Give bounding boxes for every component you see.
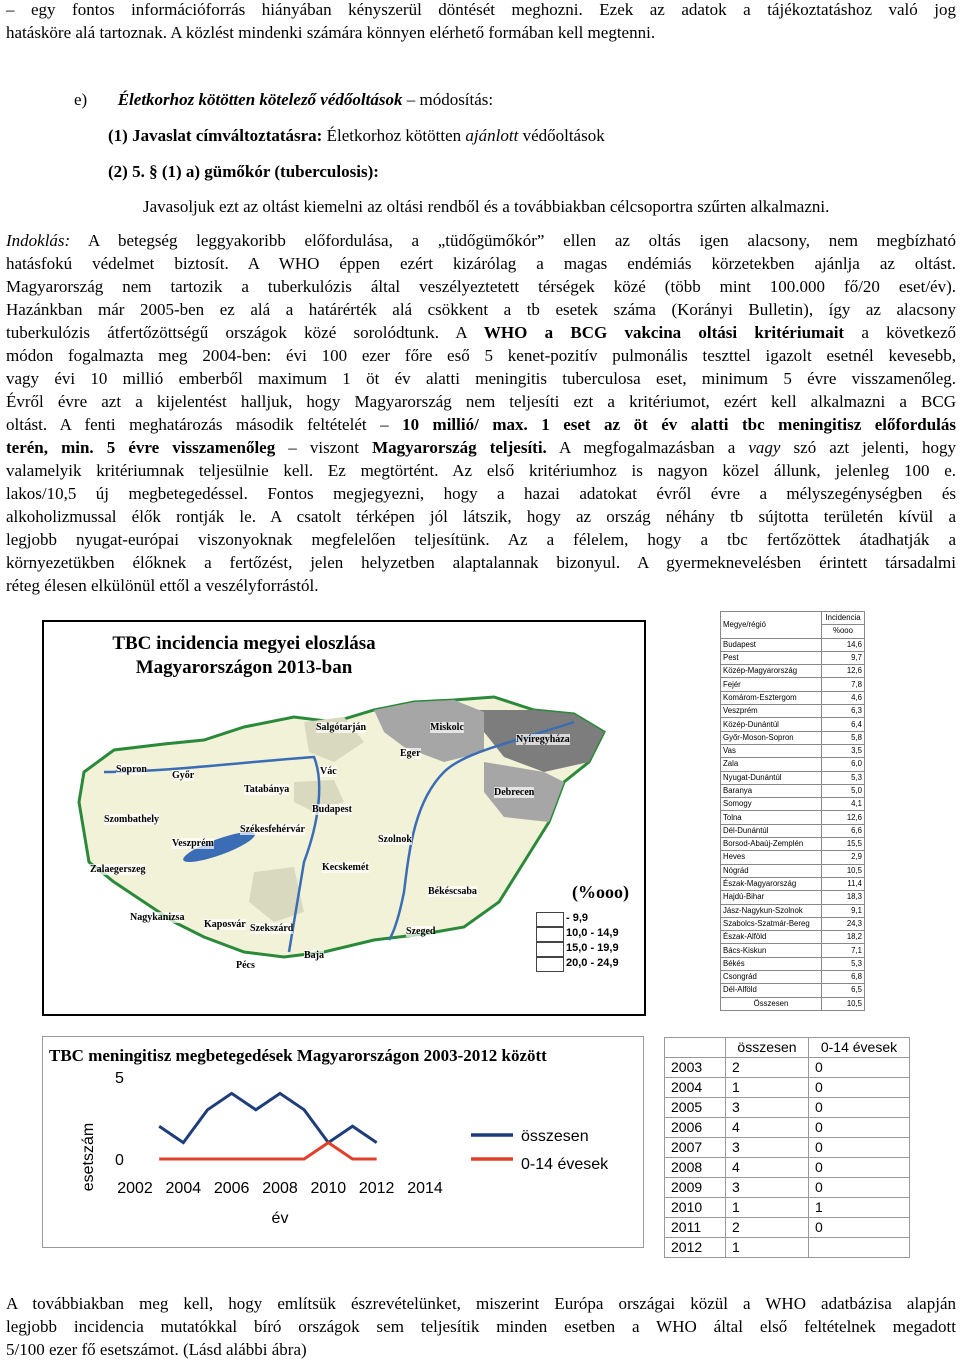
region-value: 4,1: [822, 798, 865, 811]
region-value: 4,6: [822, 691, 865, 704]
table-row: [721, 984, 865, 997]
region-name: Dél-Alföld: [721, 984, 822, 997]
table-row: [665, 1078, 910, 1098]
body-10b: – viszont: [275, 438, 373, 457]
region-name: Békés: [721, 957, 822, 970]
table-row: [721, 784, 865, 797]
region-value: 6,6: [822, 824, 865, 837]
legend-swatch-3: [536, 942, 564, 957]
item-1-italic: ajánlott: [465, 126, 519, 145]
legend-swatch-1: [536, 912, 564, 927]
value-cell: 4: [726, 1118, 809, 1138]
year-cell: 2008: [665, 1158, 726, 1178]
region-value: 11,4: [822, 877, 865, 890]
body-5b: WHO a BCG vakcina oltási kritériumait: [483, 323, 845, 342]
region-value: 5,0: [822, 784, 865, 797]
value-cell: 3: [726, 1098, 809, 1118]
footer-line-3: 5/100 ezer fő esetszámot. (Lásd alábbi ábra): [6, 1340, 307, 1359]
table-row: [721, 851, 865, 864]
series-line-children: [159, 1143, 377, 1159]
region-name: Győr-Moson-Sopron: [721, 731, 822, 744]
value-cell: 3: [726, 1138, 809, 1158]
region-name: Tolna: [721, 811, 822, 824]
city-label: Pécs: [236, 960, 255, 971]
legend-label-4: 20,0 - 24,9: [566, 957, 619, 969]
region-value: 6,8: [822, 971, 865, 984]
city-label: Székesfehérvár: [240, 824, 305, 835]
table-row: [721, 771, 865, 784]
region-value: 3,5: [822, 744, 865, 757]
value-cell: 0: [809, 1178, 910, 1198]
table-row: [721, 705, 865, 718]
region-value: 15,5: [822, 838, 865, 851]
region-name: Nyugat-Dunántúl: [721, 771, 822, 784]
region-value: 6,5: [822, 984, 865, 997]
city-label: Kaposvár: [204, 919, 246, 930]
table-row: [721, 838, 865, 851]
region-name: Komárom-Esztergom: [721, 691, 822, 704]
region-value: 6,3: [822, 705, 865, 718]
legend-label-3: 15,0 - 19,9: [566, 942, 619, 954]
city-label: Szeged: [406, 926, 436, 937]
x-tick-label: 2006: [213, 1180, 250, 1197]
header-cell: 0-14 évesek: [809, 1038, 910, 1058]
legend-swatch-4: [536, 957, 564, 972]
meningitis-chart: [42, 1036, 644, 1248]
city-label: Sopron: [116, 764, 147, 775]
table-row: [665, 1058, 910, 1078]
region-name: Dél-Dunántúl: [721, 824, 822, 837]
region-name: Nógrád: [721, 864, 822, 877]
table-row: [721, 811, 865, 824]
header-cell: összesen: [726, 1038, 809, 1058]
year-cell: 2004: [665, 1078, 726, 1098]
body-line-14: legjobb nyugat-európai viszonyoknak megfelelően teljesítünk. Az a félelem, hogy a tbc fertőzöttek átadhatják a: [6, 530, 956, 549]
item-2-number: (2): [108, 162, 128, 181]
table-row: [665, 1198, 910, 1218]
value-cell: 1: [726, 1078, 809, 1098]
x-tick-label: 2014: [407, 1180, 443, 1197]
region-name: Borsod-Abaúj-Zemplén: [721, 838, 822, 851]
indoklas-line-4: Hazánkban már 2005-ben ez alá a határérték alá csökkent a tb esetek száma (Korányi Bulletin), így az alacsony: [6, 300, 956, 319]
body-10d: A megfogalmazásban a: [546, 438, 749, 457]
table-row: [721, 651, 865, 664]
map-title-line-2: Magyarországon 2013-ban: [135, 657, 353, 678]
region-value: 5,8: [822, 731, 865, 744]
body-line-11: valamelyik kritériumnak teljesülnie kell. Ez megtörtént. Az első kritériumhoz is nagyon közel állunk, jelenleg 100 e.: [6, 461, 956, 480]
body-9a: oltást. A fenti meghatározás második feltételét –: [6, 415, 403, 434]
table-row: [721, 824, 865, 837]
body-line-7: vagy évi 10 millió emberből maximum 1 öt év alatti meningitis tuberculosa eset, minimum 5 évre visszamenőleg.: [6, 369, 956, 388]
region-value: 6,0: [822, 758, 865, 771]
table-row: [665, 1138, 910, 1158]
table-row: [721, 944, 865, 957]
value-cell: 1: [726, 1238, 809, 1258]
table-row: [721, 744, 865, 757]
table-row: [721, 678, 865, 691]
body-line-8: Évről évre azt a kijelentést halljuk, hogy Magyarország nem teljesíti ezt a kritériumot, ezért kell alkalmazni a BCG: [6, 392, 956, 411]
city-label: Salgótarján: [316, 722, 366, 733]
total-name: Összesen: [721, 997, 822, 1010]
region-name: Közép-Dunántúl: [721, 718, 822, 731]
region-value: 5,3: [822, 771, 865, 784]
section-e-title: Életkorhoz kötötten kötelező védőoltások: [117, 90, 403, 109]
footer-line-2: legjobb incidencia mutatókkal bíró országok sem teljesítik minden esetben a WHO által első feltételnek megadott: [6, 1317, 956, 1336]
region-incidence-table: [720, 611, 865, 1011]
y-tick-label: 5: [115, 1070, 124, 1087]
table-row: [721, 758, 865, 771]
year-cell: 2005: [665, 1098, 726, 1118]
body-line-13: alkoholizmussal élők rontják le. A csatolt térképen jól látszik, hogy az ország néhány tb sújtotta területén kívül a: [6, 507, 956, 526]
table-row: [665, 1238, 910, 1258]
city-label: Zalaegerszeg: [90, 864, 146, 875]
year-cell: 2007: [665, 1138, 726, 1158]
table-row: [721, 917, 865, 930]
region-name: Bács-Kiskun: [721, 944, 822, 957]
region-name: Vas: [721, 744, 822, 757]
legend-label-2: 10,0 - 14,9: [566, 927, 619, 939]
year-cell: 2003: [665, 1058, 726, 1078]
value-cell: 0: [809, 1218, 910, 1238]
table-row: [721, 971, 865, 984]
table-row: [721, 691, 865, 704]
value-cell: 0: [809, 1158, 910, 1178]
body-10f: szó azt jelenti, hogy: [780, 438, 957, 457]
city-label: Veszprém: [172, 838, 214, 849]
year-cell: 2012: [665, 1238, 726, 1258]
region-value: 2,9: [822, 851, 865, 864]
city-label: Nagykanizsa: [130, 912, 185, 923]
value-cell: 0: [809, 1078, 910, 1098]
legend-label-children: 0-14 évesek: [521, 1156, 609, 1173]
body-10a: terén, min. 5 évre visszamenőleg: [6, 438, 276, 457]
region-value: 12,6: [822, 811, 865, 824]
indoklas-text-1: A betegség leggyakoribb előfordulása, a „tüdőgümőkór” ellen az oltás igen alacsony, nem megbízható: [70, 231, 956, 250]
y-tick-label: 0: [115, 1152, 124, 1169]
city-label: Vác: [320, 766, 337, 777]
body-10c: Magyarország teljesíti.: [372, 438, 547, 457]
table-header-row: [665, 1038, 910, 1058]
region-name: Veszprém: [721, 705, 822, 718]
map-title-line-1: TBC incidencia megyei eloszlása: [112, 633, 376, 654]
table-row: [721, 931, 865, 944]
total-value: 10,5: [822, 997, 865, 1010]
region-name: Pest: [721, 651, 822, 664]
table-header-row: [721, 612, 865, 625]
value-cell: 0: [809, 1138, 910, 1158]
city-label: Debrecen: [494, 787, 535, 798]
item-1-number: (1): [108, 126, 128, 145]
x-tick-label: 2008: [262, 1180, 298, 1197]
body-5a: tuberkulózis átfertőzöttségű országok közé sorolódtunk. A: [6, 323, 484, 342]
region-name: Baranya: [721, 784, 822, 797]
body-10e: vagy: [748, 438, 781, 457]
region-name: Jász-Nagykun-Szolnok: [721, 904, 822, 917]
section-e-suffix: – módosítás:: [402, 90, 494, 109]
city-label: Szolnok: [378, 834, 412, 845]
table-row: [665, 1178, 910, 1198]
year-cell: 2009: [665, 1178, 726, 1198]
value-cell: 0: [809, 1058, 910, 1078]
region-value: 10,5: [822, 864, 865, 877]
region-value: 14,6: [822, 638, 865, 651]
tbc-incidence-map: [42, 620, 646, 1016]
table-row: [721, 891, 865, 904]
value-cell: 3: [726, 1178, 809, 1198]
city-label: Győr: [172, 770, 195, 781]
region-name: Heves: [721, 851, 822, 864]
x-axis-label: év: [271, 1210, 289, 1227]
table-row: [721, 718, 865, 731]
region-name: Közép-Magyarország: [721, 665, 822, 678]
header-cell: [665, 1038, 726, 1058]
table-row: [721, 957, 865, 970]
body-line-5: [6, 321, 956, 344]
table-total-row: [721, 997, 865, 1010]
table-row: [721, 864, 865, 877]
value-cell: 2: [726, 1058, 809, 1078]
city-label: Budapest: [312, 804, 353, 815]
indoklas-label: Indoklás:: [6, 231, 71, 250]
city-label: Tatabánya: [244, 784, 290, 795]
city-label: Szombathely: [104, 814, 159, 825]
paragraph-line-1: – egy fontos információforrás hiányában kényszerül döntését meghozni. Ezek az adatok a tájékoztatáshoz való jog: [6, 0, 956, 19]
body-line-9: [6, 413, 956, 436]
section-e-item-2: [108, 160, 956, 183]
legend-label-1: - 9,9: [566, 912, 589, 924]
value-cell: 4: [726, 1158, 809, 1178]
table-row: [721, 638, 865, 651]
region-value: 18,2: [822, 931, 865, 944]
region-name: Csongrád: [721, 971, 822, 984]
item-1-text-a: Életkorhoz kötötten: [322, 126, 466, 145]
table-row: [665, 1158, 910, 1178]
indoklas-line-1: [6, 229, 956, 252]
region-value: 6,4: [822, 718, 865, 731]
indoklas-line-2: hatásfokú védelmet biztosít. A WHO éppen ezért kizárólag a magas endémiás körzetekben ajánlja az oltást.: [6, 254, 956, 273]
value-cell: 1: [809, 1198, 910, 1218]
item-1-bold: Javaslat címváltoztatásra:: [132, 126, 323, 145]
value-cell: 2: [726, 1218, 809, 1238]
item-2-bold: 5. § (1) a) gümőkór (tuberculosis):: [132, 162, 379, 181]
city-label: Miskolc: [430, 722, 464, 733]
year-cell: 2010: [665, 1198, 726, 1218]
chart-title: TBC meningitisz megbetegedések Magyarországon 2003-2012 között: [49, 1046, 547, 1065]
item-1-text-b: védőoltások: [518, 126, 605, 145]
table-row: [665, 1218, 910, 1238]
legend-label-total: összesen: [521, 1128, 589, 1145]
value-cell: 0: [809, 1118, 910, 1138]
table-row: [665, 1118, 910, 1138]
paragraph-line-2: hatásköre alá tartoznak. A közlést mindenki számára könnyen elérhető formában kell megtenni.: [6, 23, 656, 42]
y-axis-label: esetszám: [80, 1122, 97, 1192]
region-name: Észak-Alföld: [721, 931, 822, 944]
x-tick-label: 2012: [358, 1180, 395, 1197]
table-row: [721, 665, 865, 678]
meningitis-table: [664, 1037, 910, 1258]
city-label: Eger: [400, 748, 421, 759]
section-e-item-2-text: Javasoljuk ezt az oltást kiemelni az oltási rendből és a továbbiakban célcsoportra szűrten alkalmazni.: [143, 197, 830, 216]
region-name: Fejér: [721, 678, 822, 691]
city-label: Békéscsaba: [428, 886, 477, 897]
region-value: 5,3: [822, 957, 865, 970]
region-name: Zala: [721, 758, 822, 771]
body-line-15: környezetükben élőknek a fertőzést, jelen helyzetben alaptalannak bizonyul. A gyermeknevelésben érintett társadalmi: [6, 553, 956, 572]
region-name: Szabolcs-Szatmár-Bereg: [721, 917, 822, 930]
body-line-6: módon fogalmazta meg 2004-ben: évi 100 ezer főre eső 5 kenet-pozitív pulmonális teszttel igazolt esetnél kevesebb,: [6, 346, 956, 365]
body-line-12: lakos/10,5 új megbetegedéssel. Fontos megjegyezni, hogy a hazai adatokat évről évre a mélyszegénységben és: [6, 484, 956, 503]
region-value: 9,1: [822, 904, 865, 917]
section-e-item-1: [108, 124, 956, 147]
region-name: Hajdú-Bihar: [721, 891, 822, 904]
indoklas-line-3: Magyarország nem tartozik a tuberkulózis által veszélyeztetett térségek közé (több mint 100.000 fő/20 eset/év).: [6, 277, 956, 296]
body-5c: a következő: [844, 323, 957, 342]
region-value: 9,7: [822, 651, 865, 664]
footer-line-1: A továbbiakban meg kell, hogy említsük észrevételünket, miszerint Európa országai közül a WHO adatbázisa alapján: [6, 1294, 956, 1313]
year-cell: 2006: [665, 1118, 726, 1138]
region-value: 7,8: [822, 678, 865, 691]
header-incidence: Incidencia: [822, 612, 865, 625]
body-9b: 10 millió/ max. 1 eset az öt év alatti tbc meningitisz előfordulás: [402, 415, 956, 434]
value-cell: 1: [726, 1198, 809, 1218]
value-cell: 0: [809, 1098, 910, 1118]
city-label: Kecskemét: [322, 862, 369, 873]
x-tick-label: 2010: [310, 1180, 347, 1197]
year-cell: 2011: [665, 1218, 726, 1238]
legend-swatch-2: [536, 927, 564, 942]
table-row: [721, 731, 865, 744]
header-unit: %ooo: [822, 625, 865, 638]
table-row: [721, 798, 865, 811]
region-value: 24,3: [822, 917, 865, 930]
section-e-label: e): [74, 90, 88, 109]
x-tick-label: 2002: [117, 1180, 153, 1197]
meningitis-chart-svg: [43, 1037, 643, 1247]
region-name: Észak-Magyarország: [721, 877, 822, 890]
region-value: 12,6: [822, 665, 865, 678]
series-line-total: [159, 1093, 377, 1142]
body-line-10: [6, 436, 956, 459]
body-line-16: réteg élesen elkülönül ettől a veszélyforrástól.: [6, 576, 319, 595]
table-row: [721, 904, 865, 917]
x-tick-label: 2004: [165, 1180, 202, 1197]
city-label: Baja: [304, 950, 324, 961]
section-e-heading: [74, 88, 956, 111]
city-label: Szekszárd: [250, 923, 294, 934]
header-region: Megye/régió: [721, 612, 822, 639]
value-cell: [809, 1238, 910, 1258]
region-value: 7,1: [822, 944, 865, 957]
map-unit: (%ooo): [572, 882, 629, 902]
region-value: 18,3: [822, 891, 865, 904]
region-name: Somogy: [721, 798, 822, 811]
table-row: [665, 1098, 910, 1118]
table-row: [721, 877, 865, 890]
city-label: Nyíregyháza: [516, 734, 570, 745]
region-name: Budapest: [721, 638, 822, 651]
